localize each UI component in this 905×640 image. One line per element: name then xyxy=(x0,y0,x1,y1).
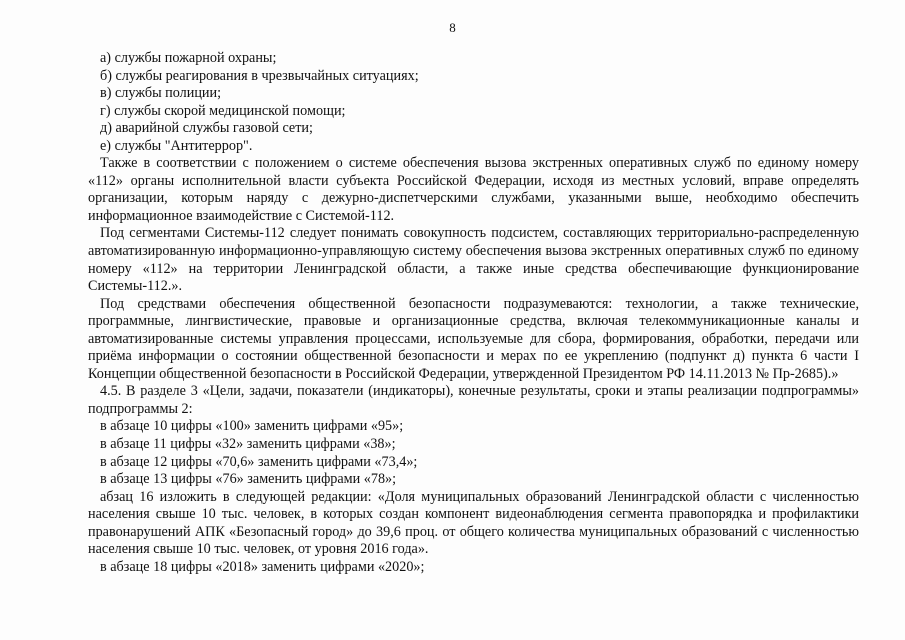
paragraph-section-3: 4.5. В разделе 3 «Цели, задачи, показатели (индикаторы), конечные результаты, сроки и этапы реализации подпрограммы» подпрограммы 2: xyxy=(88,383,859,417)
amendment-paragraph-10: в абзаце 10 цифры «100» заменить цифрами «95»; xyxy=(100,418,404,435)
amendment-paragraph-13: в абзаце 13 цифры «76» заменить цифрами «78»; xyxy=(100,471,397,488)
list-item-fire: а) службы пожарной охраны; xyxy=(100,50,277,66)
page-number: 8 xyxy=(449,20,456,35)
document-body xyxy=(88,50,859,576)
amendment-paragraph-12: в абзаце 12 цифры «70,6» заменить цифрами «73,4»; xyxy=(100,453,418,470)
amendment-paragraph-18: в абзаце 18 цифры «2018» заменить цифрами «2020»; xyxy=(100,558,425,575)
list-item-ambulance: г) службы скорой медицинской помощи; xyxy=(100,102,346,119)
amendment-paragraph-16: абзац 16 изложить в следующей редакции: «Доля муниципальных образований Ленинградской области с численностью населения свыше 10 тыс. человек, в которых создан компонент видеонаблюдения сегмента правопорядка и профилактики правонарушений АПК «Безопасный город» до 39,6 проц. от общего количества муниципальных образований с численностью населения свыше 10 тыс. человек, от уровня 2016 года». xyxy=(88,488,859,558)
list-item-emergency: б) службы реагирования в чрезвычайных ситуациях; xyxy=(100,67,419,84)
paragraph-security-means: Под средствами обеспечения общественной безопасности подразумеваются: технологии, а также технические, программные, лингвистические, правовые и организационные средства, включая телекоммуникационные каналы и автоматизированные системы управления процессами, используемые для сбора, формирования, обработки, передачи или приёма информации о состоянии общественной безопасности и мерах по ее укреплению (подпункт д) пункта 6 части I Концепции общественной безопасности в Российской Федерации, утвержденной Президентом РФ 14.11.2013 № Пр-2685).» xyxy=(88,295,859,382)
paragraph-segments: Под сегментами Системы-112 следует понимать совокупность подсистем, составляющих территориально-распределенную автоматизированную информационно-управляющую систему обеспечения вызова экстренных оперативных служб по единому номеру «112» на территории Ленинградской области, а также иные средства обеспечивающие функционирование Системы-112.». xyxy=(88,225,859,295)
list-item-gas: д) аварийной службы газовой сети; xyxy=(100,120,313,137)
amendment-paragraph-11: в абзаце 11 цифры «32» заменить цифрами «38»; xyxy=(100,436,396,453)
list-item-police: в) службы полиции; xyxy=(100,85,222,102)
paragraph-organizations: Также в соответствии с положением о системе обеспечения вызова экстренных оперативных служб по единому номеру «112» органы исполнительной власти субъекта Российской Федерации, исходя из местных условий, вправе определять организации, которым наряду с дежурно-диспетчерскими службами, указанными выше, необходимо обеспечить информационное взаимодействие с Системой-112. xyxy=(88,155,859,224)
list-item-antiterror: е) службы "Антитеррор". xyxy=(100,137,253,154)
